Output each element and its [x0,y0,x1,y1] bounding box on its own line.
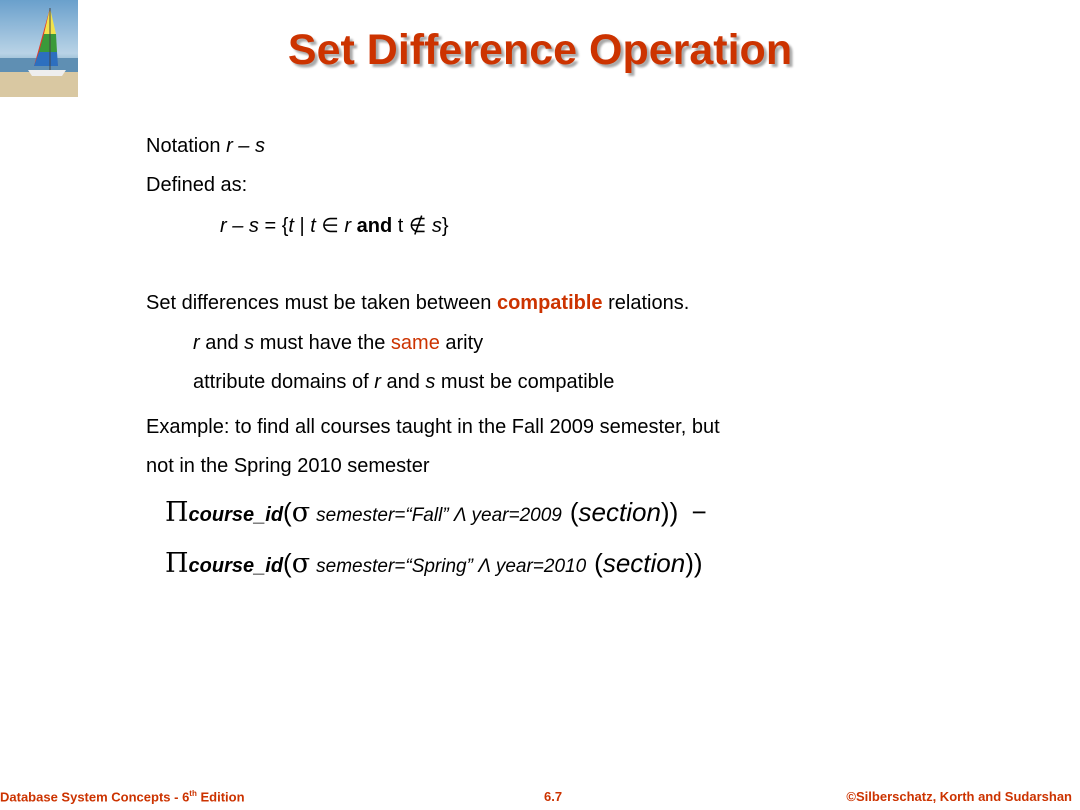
compatibility-text-end: relations. [602,292,690,314]
definition-t: t [288,215,294,237]
open-paren: ( [569,497,579,527]
not-element-of-symbol: ∉ [408,215,427,237]
notation-label: Notation [146,135,227,157]
open-paren: ( [283,548,292,578]
projection-attribute: course_id [188,555,284,577]
close-parens: )) [660,497,679,527]
projection-symbol: Π [165,497,189,528]
definition-s: s [426,215,442,237]
formula-line-2 [165,548,703,579]
domains-s: s [425,371,436,393]
formula-line-1 [165,497,707,528]
arity-r: r [193,332,200,354]
relation-section: section [578,497,661,527]
domains-text: attribute domains of [193,371,375,393]
footer-page-number: 6.7 [544,789,563,804]
footer-edition-sup: th [189,789,197,798]
domains-subbullet [193,371,614,394]
notation-line [146,135,265,158]
selection-symbol: σ [291,548,311,579]
open-paren: ( [283,497,292,527]
footer-book-text: Database System Concepts - 6 [0,789,190,805]
arity-subbullet [193,332,483,355]
example-line-2: not in the Spring 2010 semester [146,455,430,477]
definition-equals: = { [258,215,289,237]
domains-text-end: must be compatible [435,371,615,393]
footer-edition-text: Edition [196,789,245,805]
definition-and: and [351,215,393,237]
compatible-keyword: compatible [496,292,603,314]
definition-close: } [441,215,449,237]
definition-r: r [344,215,352,237]
arity-text-end: arity [439,332,484,354]
defined-as-line: Defined as: [146,174,248,196]
arity-and: and [199,332,245,354]
difference-operator: − [684,497,707,527]
notation-expression: r – s [226,135,265,157]
domains-r: r [374,371,381,393]
compatibility-text: Set differences must be taken between [146,292,497,314]
element-of-symbol: ∈ [315,215,345,237]
relation-section: section [602,548,686,578]
arity-s: s [244,332,255,354]
definition-lhs: r – s [220,215,259,237]
definition-line [220,213,449,238]
footer-book-title [0,789,245,804]
projection-symbol: Π [165,548,189,579]
selection-condition-spring: semester=“Spring” Λ year=2010 [316,556,587,577]
footer-copyright: ©Silberschatz, Korth and Sudarshan [846,789,1072,804]
example-line-1: Example: to find all courses taught in the Fall 2009 semester, but [146,416,720,438]
slide-title: Set Difference Operation [287,26,793,74]
domains-and: and [380,371,426,393]
selection-symbol: σ [291,497,311,528]
projection-attribute: course_id [188,504,284,526]
close-parens: )) [685,548,703,578]
compatibility-bullet [146,292,689,315]
definition-bar: | [293,215,311,237]
definition-t: t [310,215,316,237]
open-paren: ( [594,548,603,578]
definition-t: t [392,215,409,237]
arity-text: must have the [254,332,391,354]
selection-condition-fall: semester=“Fall” Λ year=2009 [316,505,562,526]
same-keyword: same [390,332,440,354]
